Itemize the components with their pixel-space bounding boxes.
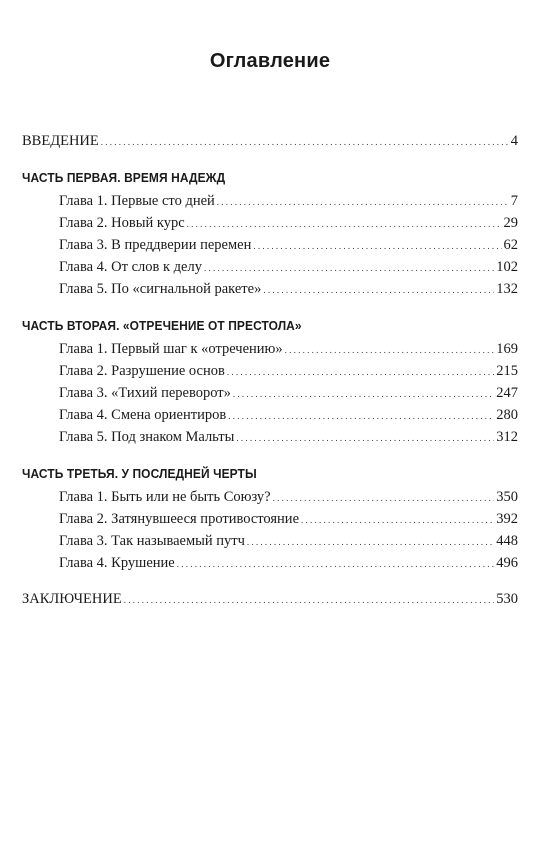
toc-chapter-2-2[interactable]	[22, 360, 518, 382]
toc-chapter-1-5[interactable]	[22, 278, 518, 300]
dot-leader	[177, 552, 495, 575]
toc-entry-label: Глава 4. Смена ориентиров	[59, 407, 227, 423]
toc-entry-page: 7	[510, 193, 518, 209]
toc-chapter-1-3[interactable]	[22, 234, 518, 256]
dot-leader	[301, 508, 494, 531]
toc-entry-page: 102	[496, 259, 518, 275]
toc-entry-page: 530	[496, 591, 518, 607]
toc-chapter-1-2[interactable]	[22, 212, 518, 234]
dot-leader	[263, 278, 494, 301]
toc-entry-intro[interactable]	[22, 130, 518, 152]
toc-chapter-1-1[interactable]	[22, 190, 518, 212]
toc-entry-label: Глава 5. По «сигнальной ракете»	[59, 281, 262, 297]
toc-entry-page: 312	[496, 429, 518, 445]
table-of-contents	[22, 130, 518, 610]
toc-entry-label: Глава 1. Быть или не быть Союзу?	[59, 489, 271, 505]
part-heading-1[interactable]: ЧАСТЬ ПЕРВАЯ. ВРЕМЯ НАДЕЖД	[22, 170, 226, 185]
dot-leader	[101, 130, 509, 153]
toc-entry-label: Глава 1. Первые сто дней	[59, 193, 215, 209]
toc-chapter-3-4[interactable]	[22, 552, 518, 574]
toc-chapter-3-3[interactable]	[22, 530, 518, 552]
toc-entry-page: 29	[503, 215, 518, 231]
toc-chapter-3-2[interactable]	[22, 508, 518, 530]
part-heading-2[interactable]: ЧАСТЬ ВТОРАЯ. «ОТРЕЧЕНИЕ ОТ ПРЕСТОЛА»	[22, 318, 302, 333]
toc-chapter-2-1[interactable]	[22, 338, 518, 360]
dot-leader	[273, 486, 495, 509]
dot-leader	[217, 190, 509, 213]
toc-entry-label: Глава 3. Так называемый путч	[59, 533, 245, 549]
toc-chapter-2-3[interactable]	[22, 382, 518, 404]
toc-entry-label: Глава 2. Разрушение основ	[59, 363, 225, 379]
page-title: Оглавление	[209, 50, 331, 72]
part-heading-3[interactable]: ЧАСТЬ ТРЕТЬЯ. У ПОСЛЕДНЕЙ ЧЕРТЫ	[22, 466, 257, 481]
toc-entry-label: Глава 4. От слов к делу	[59, 259, 202, 275]
toc-chapter-3-1[interactable]	[22, 486, 518, 508]
toc-entry-page: 4	[510, 133, 518, 149]
toc-entry-label: Глава 2. Новый курс	[59, 215, 185, 231]
dot-leader	[285, 338, 495, 361]
toc-entry-label: ВВЕДЕНИЕ	[22, 133, 99, 149]
toc-entry-page: 496	[496, 555, 518, 571]
dot-leader	[253, 234, 501, 257]
toc-entry-page: 247	[496, 385, 518, 401]
toc-chapter-2-5[interactable]	[22, 426, 518, 448]
toc-chapter-2-4[interactable]	[22, 404, 518, 426]
toc-entry-label: Глава 2. Затянувшееся противостояние	[59, 511, 300, 527]
toc-entry-label: Глава 5. Под знаком Мальты	[59, 429, 235, 445]
dot-leader	[187, 212, 502, 235]
toc-entry-page: 215	[496, 363, 518, 379]
dot-leader	[228, 404, 494, 427]
dot-leader	[227, 360, 494, 383]
toc-chapter-1-4[interactable]	[22, 256, 518, 278]
section-gap	[22, 574, 518, 588]
dot-leader	[236, 426, 494, 449]
dot-leader	[247, 530, 494, 553]
toc-entry-page: 62	[503, 237, 518, 253]
dot-leader	[233, 382, 494, 405]
dot-leader	[204, 256, 494, 279]
toc-entry-page: 448	[496, 533, 518, 549]
toc-entry-page: 169	[496, 341, 518, 357]
toc-entry-page: 350	[496, 489, 518, 505]
toc-entry-page: 280	[496, 407, 518, 423]
toc-entry-page: 132	[496, 281, 518, 297]
toc-entry-label: Глава 4. Крушение	[59, 555, 175, 571]
dot-leader	[124, 588, 495, 611]
toc-entry-conclusion[interactable]	[22, 588, 518, 610]
toc-entry-label: Глава 1. Первый шаг к «отречению»	[59, 341, 283, 357]
toc-entry-label: ЗАКЛЮЧЕНИЕ	[22, 591, 122, 607]
toc-entry-page: 392	[496, 511, 518, 527]
toc-entry-label: Глава 3. «Тихий переворот»	[59, 385, 231, 401]
toc-entry-label: Глава 3. В преддверии перемен	[59, 237, 252, 253]
